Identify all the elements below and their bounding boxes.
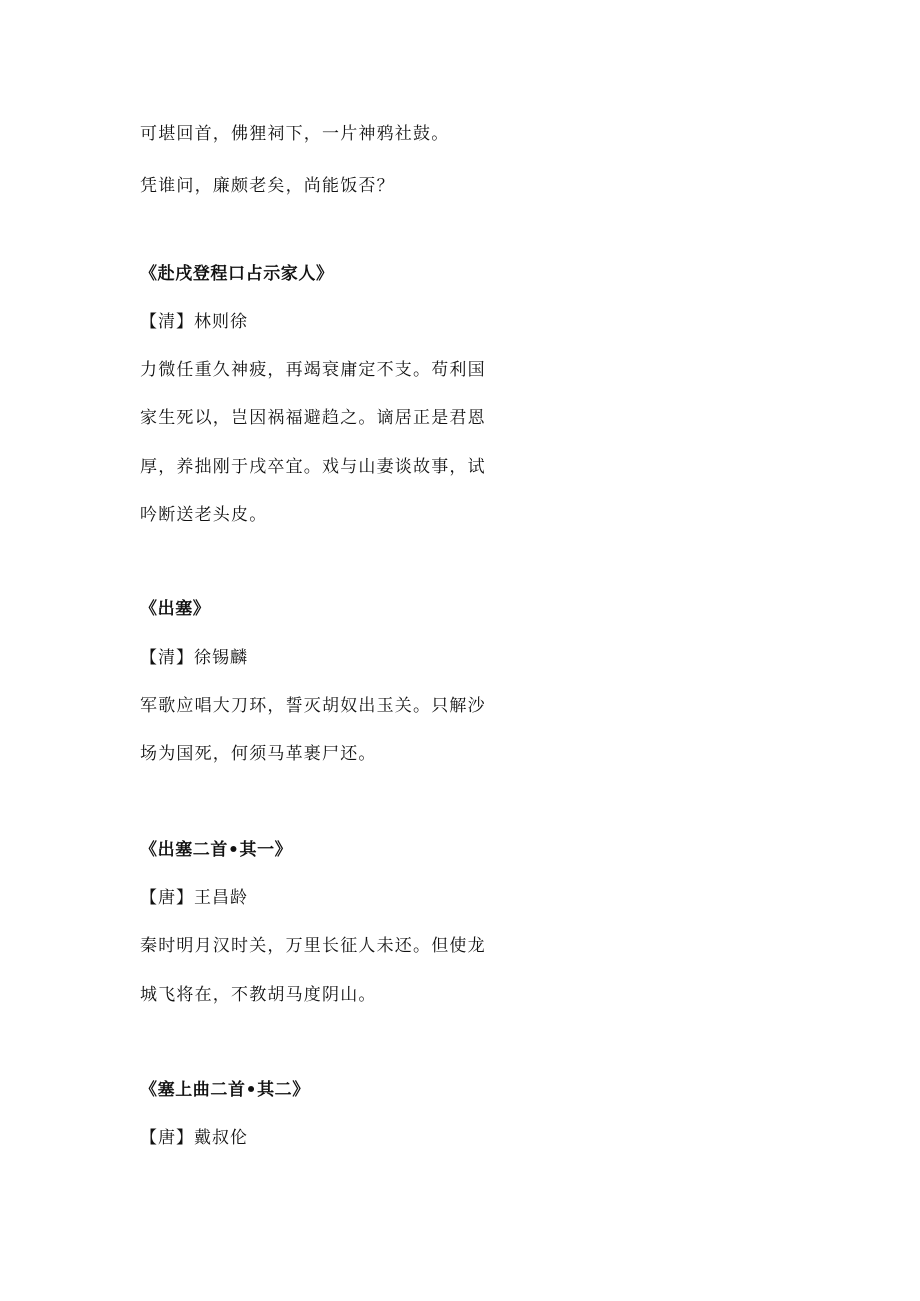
poem-line: 军歌应唱大刀环，誓灭胡奴出玉关。只解沙 <box>140 696 486 716</box>
poem-title: 《出塞》 <box>140 599 211 619</box>
poem-author: 【清】徐锡麟 <box>140 648 248 668</box>
poem-line: 力微任重久神疲，再竭衰庸定不支。苟利国 <box>140 360 486 380</box>
poem-line: 吟断送老头皮。 <box>140 505 268 525</box>
poem-line: 家生死以，岂因祸福避趋之。谪居正是君恩 <box>140 408 486 428</box>
poem-title: 《赴戌登程口占示家人》 <box>140 264 334 284</box>
poem-line: 凭谁问，廉颇老矣，尚能饭否？ <box>140 176 395 196</box>
poem-title: 《塞上曲二首•其二》 <box>140 1080 310 1100</box>
poem-line: 场为国死，何须马革裹尸还。 <box>140 744 377 764</box>
poem-author: 【清】林则徐 <box>140 312 248 332</box>
poem-line: 秦时明月汉时关，万里长征人未还。但使龙 <box>140 936 486 956</box>
poem-author: 【唐】王昌龄 <box>140 888 248 908</box>
poem-line: 可堪回首，佛狸祠下，一片神鸦社鼓。 <box>140 124 450 144</box>
poem-author: 【唐】戴叔伦 <box>140 1128 248 1148</box>
poem-line: 城飞将在，不教胡马度阴山。 <box>140 985 377 1005</box>
poem-title: 《出塞二首•其一》 <box>140 840 293 860</box>
poem-line: 厚，养拙刚于戌卒宜。戏与山妻谈故事，试 <box>140 457 486 477</box>
